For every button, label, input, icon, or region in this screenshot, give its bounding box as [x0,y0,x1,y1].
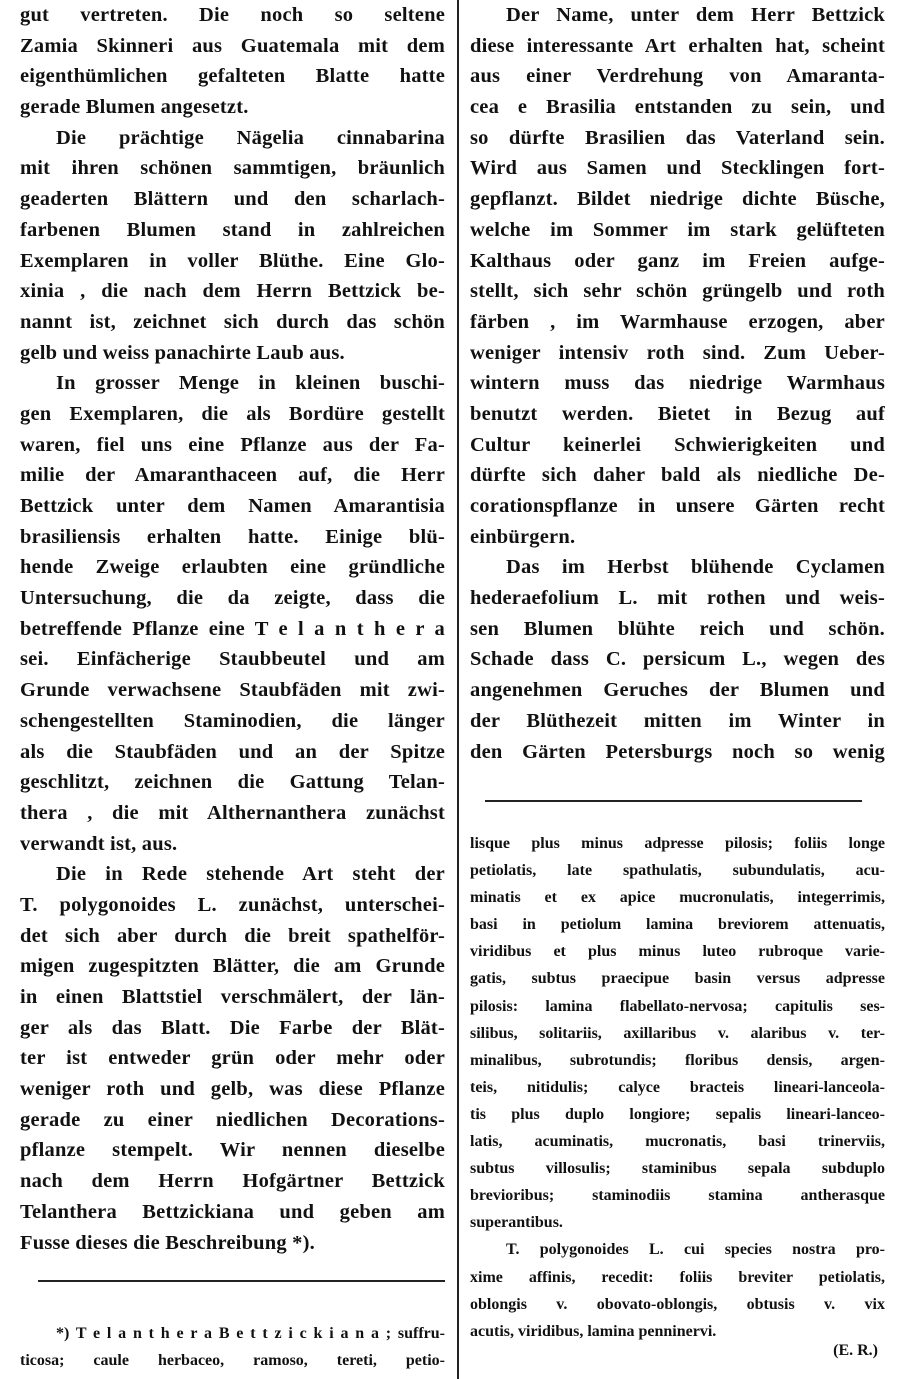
text-line: gerade zu einer niedlichen Decorations- [20,1108,445,1131]
text-line: nannt ist, zeichnet sich durch das schön [20,310,445,333]
text-line: weniger roth und gelb, was diese Pflanze [20,1078,445,1101]
text-line: minalibus, subrotundis; floribus densis, argen- [470,1051,885,1069]
text-line: T. polygonoides L. zunächst, unterschei- [20,893,445,916]
text-line: sen Blumen blühte reich und schön. [470,617,885,640]
text-line: weniger intensiv roth sind. Zum Ueber- [470,341,885,364]
text-line: corationspflanze in unsere Gärten recht [470,495,885,517]
text-line: petiolatis, late spathulatis, subundulatis, acu- [470,862,885,880]
text-line: acutis, viridibus, lamina penninervi. [470,1322,717,1340]
text-line: so dürfte Brasilien das Vaterland sein. [470,126,885,149]
text-line: geaderten Blättern und den scharlach- [20,188,445,211]
text-line: Exemplaren in voller Blüthe. Eine Glo- [20,249,445,272]
text-line: verwandt ist, aus. [20,832,178,855]
text-line: Cultur keinerlei Schwierigkeiten und [470,433,885,456]
text-line: xinia , die nach dem Herrn Bettzick be- [20,280,445,303]
left-footnote-text [20,1320,445,1374]
text-line: In grosser Menge in kleinen buschi- [56,372,445,395]
text-line: ter ist entweder grün oder mehr oder [20,1047,445,1070]
text-line: oblongis v. obovato-oblongis, obtusis v. vix [470,1295,885,1313]
text-line: Grunde verwachsene Staubfäden mit zwi- [20,679,445,702]
text-line: als die Staubfäden und an der Spitze [20,740,445,763]
text-line: basi in petiolum lamina breviorem attenuatis, [470,916,885,934]
text-line: Bettzick unter dem Namen Amarantisia [20,495,445,517]
text-line: welche im Sommer im stark gelüfteten [470,218,885,241]
text-line: einbürgern. [470,525,576,548]
text-line: subtus villosulis; staminibus sepala subduplo [470,1160,885,1178]
text-line: Fusse dieses die Beschreibung *). [20,1231,315,1254]
footnote-rule-left [38,1280,445,1282]
text-line: eigenthümlichen gefalteten Blatte hatte [20,65,445,88]
text-line: xime affinis, recedit: foliis breviter petiolatis, [470,1268,885,1286]
text-line: dürfte sich daher bald als niedliche De- [470,464,885,487]
text-line: farbenen Blumen stand in zahlreichen [20,218,445,241]
text-line: sei. Einfächerige Staubbeutel und am [20,648,445,671]
text-line: Untersuchung, die da zeigte, dass die [20,587,445,610]
text-line: nach dem Herrn Hofgärtner Bettzick [20,1170,445,1193]
text-line: gerade Blumen angesetzt. [20,96,249,119]
text-line: *) T e l a n t h e r a B e t t z i c k i a n a ; suffru- [56,1325,445,1342]
text-line: wintern muss das niedrige Warmhaus [470,372,885,395]
text-line: pflanze stempelt. Wir nennen dieselbe [20,1139,445,1162]
text-line: silibus, solitariis, axillaribus v. alaribus v. ter- [470,1024,885,1042]
text-line: angenehmen Geruches der Blumen und [470,679,885,702]
footnote-rule-right [485,800,862,802]
text-line: minatis et ex apice mucronulatis, integerrimis, [470,889,885,907]
text-line: brevioribus; staminodiis stamina antherasque [470,1187,885,1205]
text-line: Das im Herbst blühende Cyclamen [506,556,885,579]
text-line: ger als das Blatt. Die Farbe der Blät- [20,1016,445,1039]
text-line: T. polygonoides L. cui species nostra pro- [506,1241,885,1259]
text-line: gut vertreten. Die noch so seltene [20,4,445,26]
text-line: stellt, sich sehr schön grüngelb und roth [470,280,885,303]
text-line: superantibus. [470,1214,563,1232]
text-line: hende Zweige erlaubten eine gründliche [20,556,445,579]
left-column-text [20,0,445,1258]
text-line: Kalthaus oder ganz im Freien aufge- [470,249,885,272]
text-line: Die in Rede stehende Art steht der [56,863,445,886]
text-line: diese interessante Art erhalten hat, scheint [470,34,885,57]
text-line: milie der Amaranthaceen auf, die Herr [20,464,445,487]
text-line: in einen Blattstiel verschmälert, der län- [20,986,445,1008]
text-line: Wird aus Samen und Stecklingen fort- [470,157,885,180]
text-line: tis plus duplo longiore; sepalis lineari-lanceo- [470,1105,885,1123]
text-line: geschlitzt, zeichnen die Gattung Telan- [20,771,445,794]
text-line: Schade dass C. persicum L., wegen des [470,648,885,671]
author-signature: (E. R.) [833,1342,878,1359]
text-line: mit ihren schönen sammtigen, bräunlich [20,157,445,180]
text-line: brasiliensis erhalten hatte. Einige blü- [20,525,445,548]
text-line: gatis, subtus praecipue basin versus adpresse [470,970,885,988]
text-line: Die prächtige Nägelia cinnabarina [56,126,445,149]
right-footnote-text [470,830,885,1345]
text-line: gelb und weiss panachirte Laub aus. [20,341,345,364]
text-line: latis, acuminatis, mucronatis, basi trinerviis, [470,1133,885,1151]
text-line: schengestellten Staminodien, die länger [20,709,445,732]
text-line: waren, fiel uns eine Pflanze aus der Fa- [20,433,445,456]
text-line: teis, nitidulis; calyce bracteis lineari-lanceola- [470,1078,885,1096]
text-line: thera , die mit Althernanthera zunächst [20,801,445,824]
text-line: den Gärten Petersburgs noch so wenig [470,740,885,763]
text-line: benutzt werden. Bietet in Bezug auf [470,402,885,425]
right-column-text [470,0,885,767]
text-line: det sich aber durch die breit spathelför- [20,924,445,947]
text-line: gen Exemplaren, die als Bordüre gestellt [20,402,445,425]
text-line: der Blüthezeit mitten im Winter in [470,709,885,732]
text-line: betreffende Pflanze eine T e l a n t h e r a [20,617,445,640]
text-line: Zamia Skinneri aus Guatemala mit dem [20,34,445,57]
text-line: gepflanzt. Bildet niedrige dichte Büsche, [470,188,885,211]
column-divider [457,0,459,1379]
text-line: ticosa; caule herbaceo, ramoso, tereti, petio- [20,1352,445,1370]
text-line: cea e Brasilia entstanden zu sein, und [470,96,885,119]
text-line: aus einer Verdrehung von Amaranta- [470,65,885,88]
text-line: Telanthera Bettzickiana und geben am [20,1200,445,1223]
text-line: Der Name, unter dem Herr Bettzick [506,4,885,26]
text-line: hederaefolium L. mit rothen und weis- [470,587,885,610]
text-line: pilosis: lamina flabellato-nervosa; capitulis ses- [470,997,885,1015]
text-line: viridibus et plus minus luteo rubroque varie- [470,943,885,961]
text-line: migen zugespitzten Blätter, die am Grunde [20,955,445,978]
text-line: lisque plus minus adpresse pilosis; foliis longe [470,835,885,852]
text-line: färben , im Warmhause erzogen, aber [470,310,885,333]
